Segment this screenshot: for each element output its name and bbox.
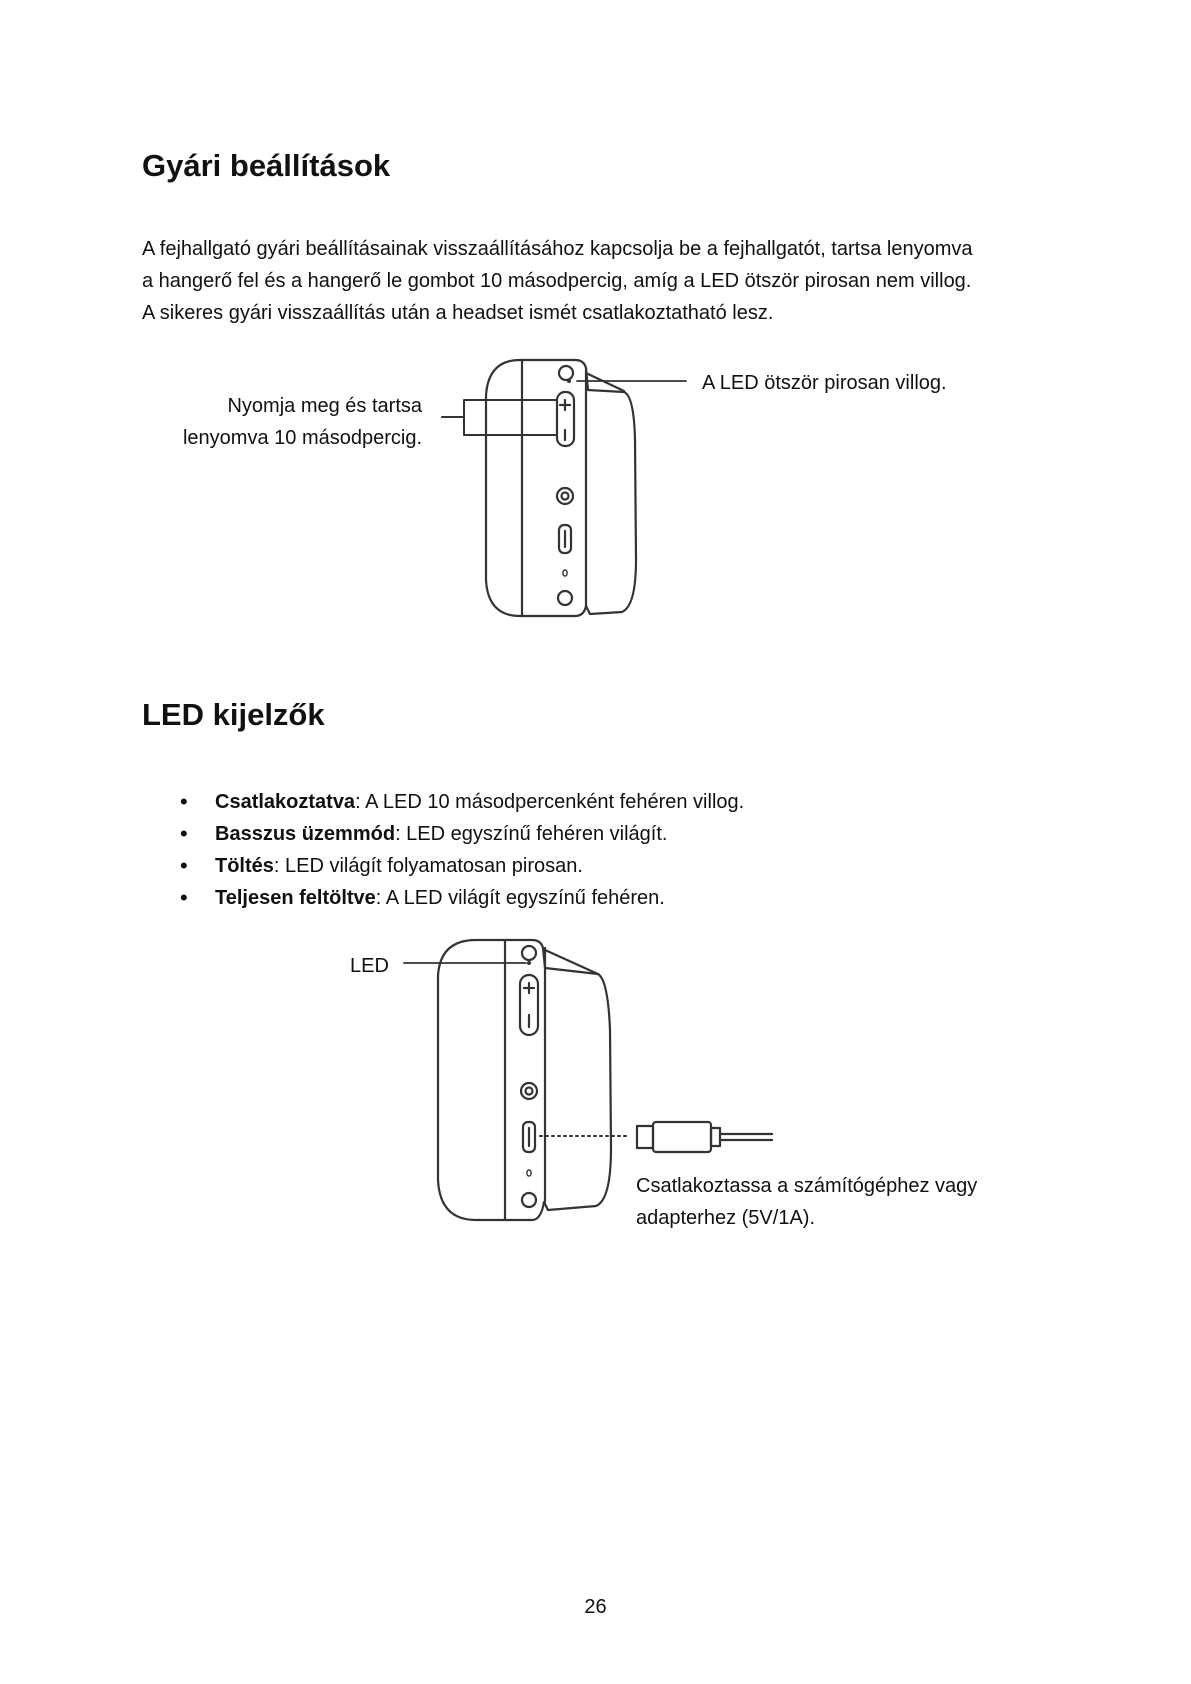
led-desc: : LED egyszínű fehéren világít. [395, 823, 668, 845]
led-blink-label: A LED ötször pirosan villog. [702, 372, 947, 394]
press-hold-line: Nyomja meg és tartsa [227, 395, 422, 417]
usb-c-plug-icon [637, 1126, 653, 1148]
paragraph-line: a hangerő fel és a hangerő le gombot 10 másodpercig, amíg a LED ötször pirosan nem villog. [142, 270, 972, 292]
power-button-icon [522, 946, 536, 960]
led-term: Basszus üzemmód [215, 823, 396, 845]
led-desc: : LED világít folyamatosan pirosan. [273, 855, 583, 877]
press-hold-line: lenyomva 10 másodpercig. [182, 427, 422, 449]
paragraph-line: A sikeres gyári visszaállítás után a headset ismét csatlakoztatható lesz. [142, 302, 774, 324]
led-desc: : A LED 10 másodpercenként fehéren villog. [355, 791, 745, 813]
audio-jack-icon [521, 1083, 537, 1099]
page-number: 26 [584, 1596, 607, 1618]
factory-reset-heading: Gyári beállítások [142, 148, 391, 183]
led-term: Teljesen feltöltve [215, 887, 376, 909]
led-indicator-dot [527, 961, 531, 965]
led-term: Csatlakoztatva [215, 791, 356, 813]
led-label: LED [350, 955, 389, 977]
led-desc: : A LED világít egyszínű fehéren. [375, 887, 665, 909]
bottom-button-icon [522, 1193, 536, 1207]
led-term: Töltés [215, 855, 274, 877]
paragraph-line: A fejhallgató gyári beállításainak visszaállításához kapcsolja be a fejhallgatót, tartsa lenyomva [142, 238, 973, 260]
connect-line: Csatlakoztassa a számítógéphez vagy [636, 1175, 978, 1197]
connect-line: adapterhez (5V/1A). [636, 1207, 815, 1229]
cup-outline [438, 940, 611, 1220]
led-indicators-heading: LED kijelzők [142, 697, 325, 732]
